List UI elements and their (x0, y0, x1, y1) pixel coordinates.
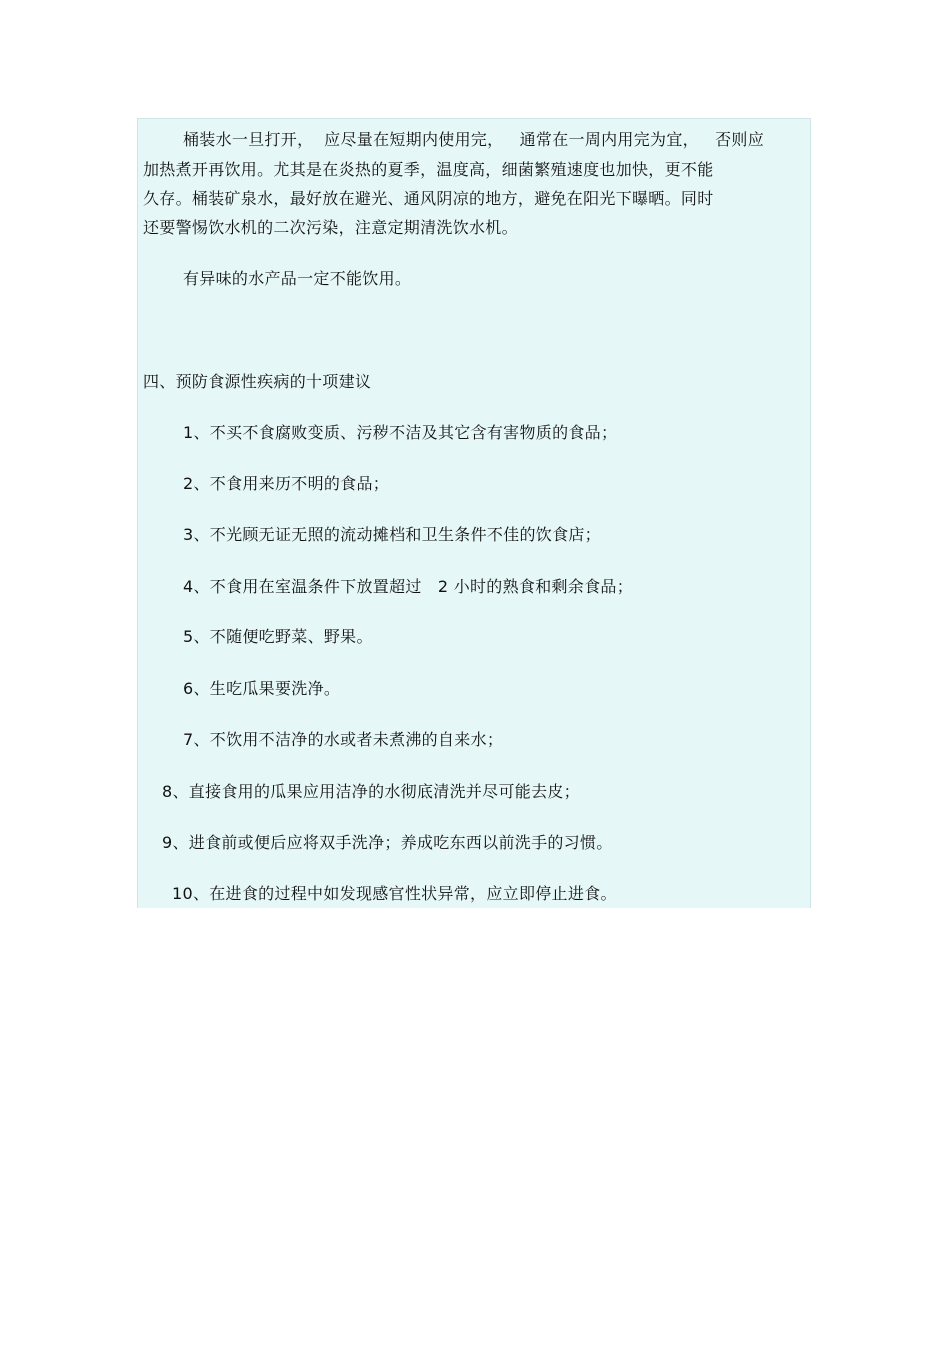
paragraph-2: 有异味的水产品一定不能饮用。 (183, 269, 412, 288)
list-item-7: 7、不饮用不洁净的水或者未煮沸的自来水； (183, 730, 504, 749)
section-heading: 四、预防食源性疾病的十项建议 (143, 372, 372, 391)
list-item-10: 10、在进食的过程中如发现感官性状异常，应立即停止进食。 (172, 884, 617, 903)
list-item-8: 8、直接食用的瓜果应用洁净的水彻底清洗并尽可能去皮； (162, 782, 580, 801)
list-item-3: 3、不光顾无证无照的流动摊档和卫生条件不佳的饮食店； (183, 525, 601, 544)
list-item-4: 4、不食用在室温条件下放置超过 2 小时的熟食和剩余食品； (183, 577, 634, 596)
list-item-1: 1、不买不食腐败变质、污秽不洁及其它含有害物质的食品； (183, 423, 618, 442)
list-item-5: 5、不随便吃野菜、野果。 (183, 627, 373, 646)
paragraph-1-line-4: 还要警惕饮水机的二次污染，注意定期清洗饮水机。 (143, 218, 518, 237)
paragraph-1-line-3: 久存。桶装矿泉水，最好放在避光、通风阴凉的地方，避免在阳光下曝晒。同时 (143, 189, 714, 208)
list-item-2: 2、不食用来历不明的食品； (183, 474, 390, 493)
list-item-9: 9、进食前或便后应将双手洗净；养成吃东西以前洗手的习惯。 (162, 833, 613, 852)
paragraph-1-line-2: 加热煮开再饮用。尤其是在炎热的夏季，温度高，细菌繁殖速度也加快，更不能 (143, 160, 714, 179)
list-item-6: 6、生吃瓜果要洗净。 (183, 679, 341, 698)
paragraph-1-line-1: 桶装水一旦打开， 应尽量在短期内使用完， 通常在一周内用完为宜， 否则应 (183, 130, 764, 149)
